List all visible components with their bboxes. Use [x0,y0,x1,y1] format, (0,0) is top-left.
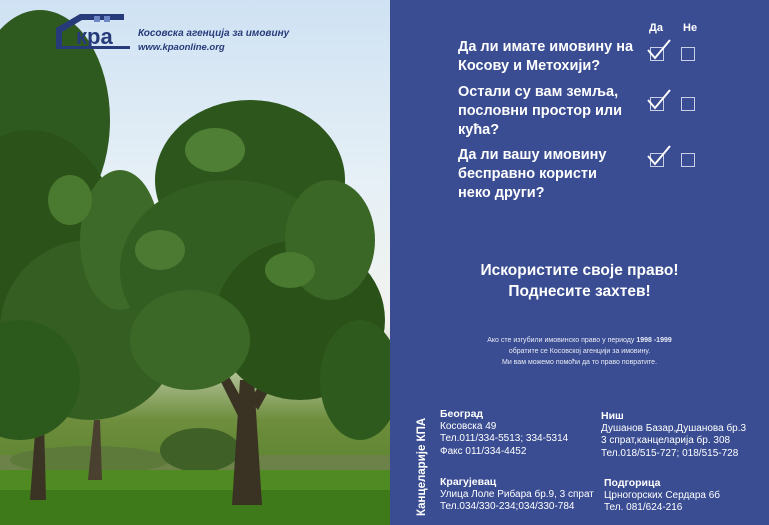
question-1 [458,38,633,76]
podgorica-city: Подгорица [604,477,661,489]
note-line1: Ако сте изгубили имовинско право у периоду 1998 -1999 [487,337,672,344]
office-kragujevac [440,476,594,514]
offices-title: Канцеларије КПА [416,417,428,516]
podgorica-address: Црногорских Сердара 6б [604,489,721,501]
nis-address: Душанов Базар,Душанова бр.3 [601,422,747,434]
cta-line1: Искористите своје право! [480,262,679,279]
kragujevac-city: Крагујевац [440,476,497,488]
q2-no-checkbox[interactable] [681,97,695,111]
cta-line2: Поднесите захтев! [508,283,651,300]
q1-checkmark-icon [645,38,673,62]
agency-name: Косовска агенција за имовину [138,28,290,39]
agency-url[interactable]: www.kpaonline.org [138,42,225,53]
q2-checkmark-icon [645,88,673,112]
question-2-line2: пословни простор или [458,103,623,119]
office-podgorica [604,477,720,515]
info-note [390,335,769,368]
q3-checkmark-icon [645,144,673,168]
belgrade-city: Београд [440,408,484,420]
call-to-action [390,260,769,302]
belgrade-address: Косовска 49 [440,420,497,432]
podgorica-phone: Тел. 081/624-216 [604,502,683,513]
q1-no-checkbox[interactable] [681,47,695,61]
office-belgrade [440,408,568,458]
yes-header: Да [649,22,663,34]
kragujevac-address: Улица Лоле Рибара бр.9, 3 спрат [440,488,594,500]
question-3 [458,146,607,203]
note-line3: Ми вам можемо помоћи да то право повратите. [501,359,658,366]
question-1-line1: Да ли имате имовину на [458,39,634,55]
question-1-line2: Косову и Метохији? [458,58,601,74]
note-years: 1998 -1999 [636,337,672,344]
no-header: Не [683,22,698,34]
belgrade-fax: Факс 011/334-4452 [440,445,527,457]
nis-city: Ниш [601,410,624,422]
nis-phone: Тел.018/515-727; 018/515-728 [601,447,739,459]
info-panel [390,0,769,525]
question-2-line1: Остали су вам земља, [458,84,619,100]
kragujevac-phone: Тел.034/330-234;034/330-784 [440,501,575,512]
question-3-line3: неко други? [458,185,545,201]
question-2-line3: кућа? [458,122,500,138]
belgrade-phone: Тел.011/334-5513; 334-5314 [440,433,569,444]
question-2 [458,83,622,140]
house-icon [54,12,134,52]
nis-room: 3 спрат,канцеларија бр. 308 [601,435,731,446]
note-line2: обратите се Косовској агенцији за имовину. [508,348,651,355]
logo-mark: кра [76,24,113,49]
office-nis [601,410,746,460]
question-3-line1: Да ли вашу имовину [458,147,607,163]
question-3-line2: бесправно користи [458,166,597,182]
q3-no-checkbox[interactable] [681,153,695,167]
